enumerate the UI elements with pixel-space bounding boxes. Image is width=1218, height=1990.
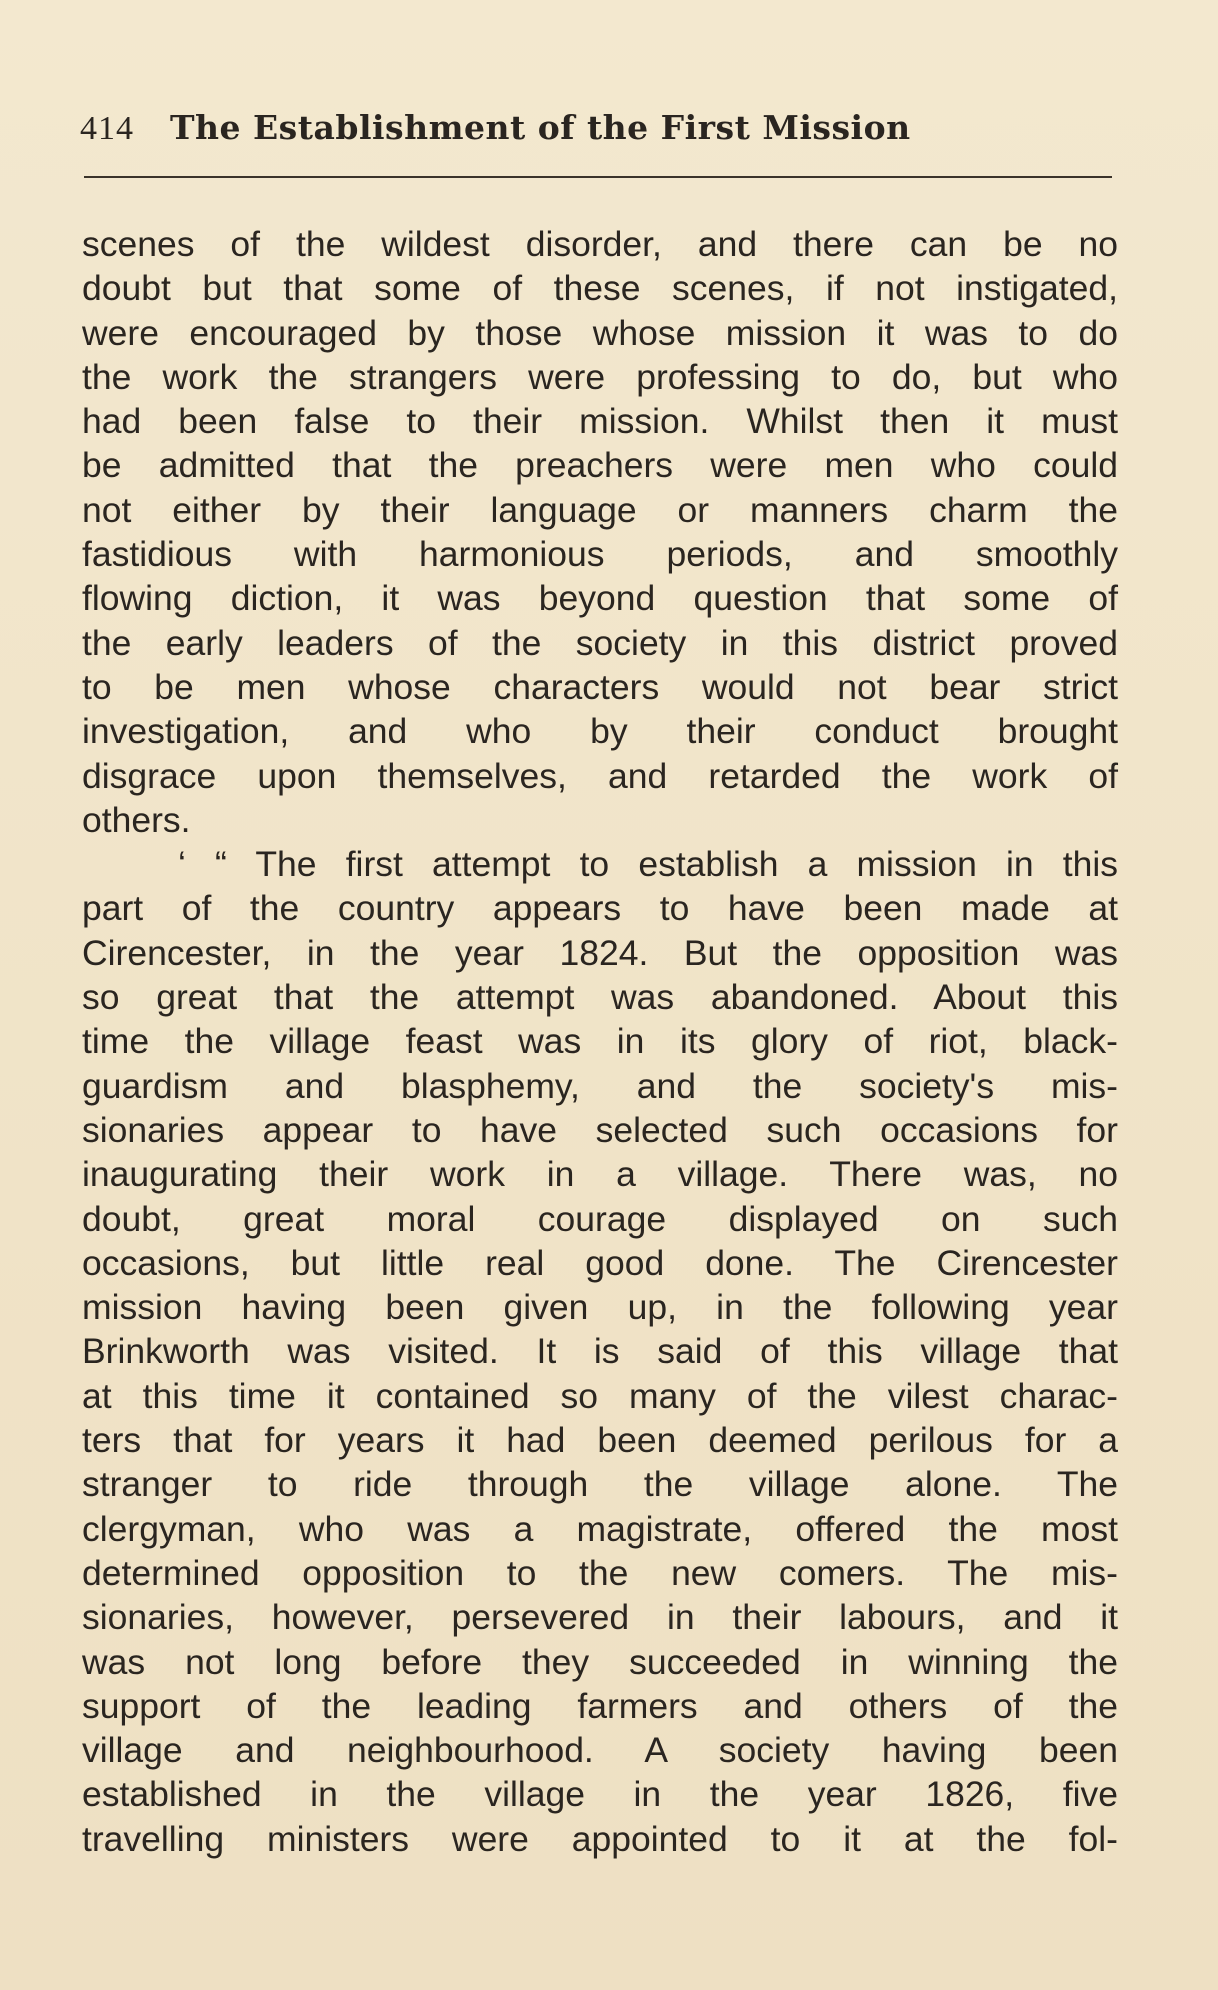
page-number: 414 — [80, 110, 134, 147]
text-line: sionaries appear to have selected such occasions for — [82, 1109, 1118, 1150]
text-line: was not long before they succeeded in winning the — [82, 1641, 1118, 1682]
text-line: guardism and blasphemy, and the society's mis- — [82, 1065, 1118, 1106]
text-line: clergyman, who was a magistrate, offered the most — [82, 1508, 1118, 1549]
text-line: determined opposition to the new comers. The mis- — [82, 1552, 1118, 1593]
text-line: others. — [82, 799, 191, 840]
text-line: disgrace upon themselves, and retarded the work of — [82, 755, 1118, 796]
text-line: ters that for years it had been deemed perilous for a — [82, 1420, 1118, 1461]
text-line: mission having been given up, in the following year — [82, 1287, 1118, 1328]
text-line: occasions, but little real good done. The Cirencester — [82, 1242, 1118, 1283]
running-header — [80, 108, 1110, 160]
header-rule — [84, 176, 1112, 178]
running-title: The Establishment of the First Mission — [170, 108, 911, 147]
text-line: village and neighbourhood. A society having been — [82, 1730, 1118, 1771]
text-line: doubt, great moral courage displayed on such — [82, 1198, 1118, 1239]
text-line: so great that the attempt was abandoned. About this — [82, 977, 1118, 1018]
text-line: part of the country appears to have been made at — [82, 888, 1118, 929]
text-line: not either by their language or manners charm the — [82, 489, 1118, 530]
text-line: had been false to their mission. Whilst then it must — [82, 401, 1118, 442]
text-line: travelling ministers were appointed to it at the fol- — [82, 1818, 1118, 1859]
text-line: inaugurating their work in a village. There was, no — [82, 1154, 1118, 1195]
text-line: Brinkworth was visited. It is said of this village that — [82, 1331, 1118, 1372]
text-line: doubt but that some of these scenes, if not instigated, — [82, 268, 1118, 309]
text-line: flowing diction, it was beyond question that some of — [82, 578, 1118, 619]
text-line: established in the village in the year 1826, five — [82, 1774, 1118, 1815]
text-line: be admitted that the preachers were men who could — [82, 445, 1118, 486]
text-line: to be men whose characters would not bear strict — [82, 666, 1118, 707]
text-line: were encouraged by those whose mission it was to do — [82, 312, 1118, 353]
text-line: ‘ “ The first attempt to establish a mission in this — [178, 844, 1118, 885]
text-line: support of the leading farmers and others of the — [82, 1685, 1118, 1726]
text-line: fastidious with harmonious periods, and smoothly — [82, 534, 1118, 575]
text-line: investigation, and who by their conduct brought — [82, 711, 1118, 752]
text-line: Cirencester, in the year 1824. But the opposition was — [82, 932, 1118, 973]
text-line: sionaries, however, persevered in their labours, and it — [82, 1597, 1118, 1638]
text-line: at this time it contained so many of the vilest charac- — [82, 1375, 1118, 1416]
text-line: stranger to ride through the village alone. The — [82, 1464, 1118, 1505]
text-line: the work the strangers were professing to do, but who — [82, 356, 1118, 397]
body-text — [82, 222, 1118, 1861]
text-line: the early leaders of the society in this district proved — [82, 622, 1118, 663]
text-line: scenes of the wildest disorder, and there can be no — [82, 224, 1118, 264]
text-line: time the village feast was in its glory of riot, black- — [82, 1021, 1118, 1062]
